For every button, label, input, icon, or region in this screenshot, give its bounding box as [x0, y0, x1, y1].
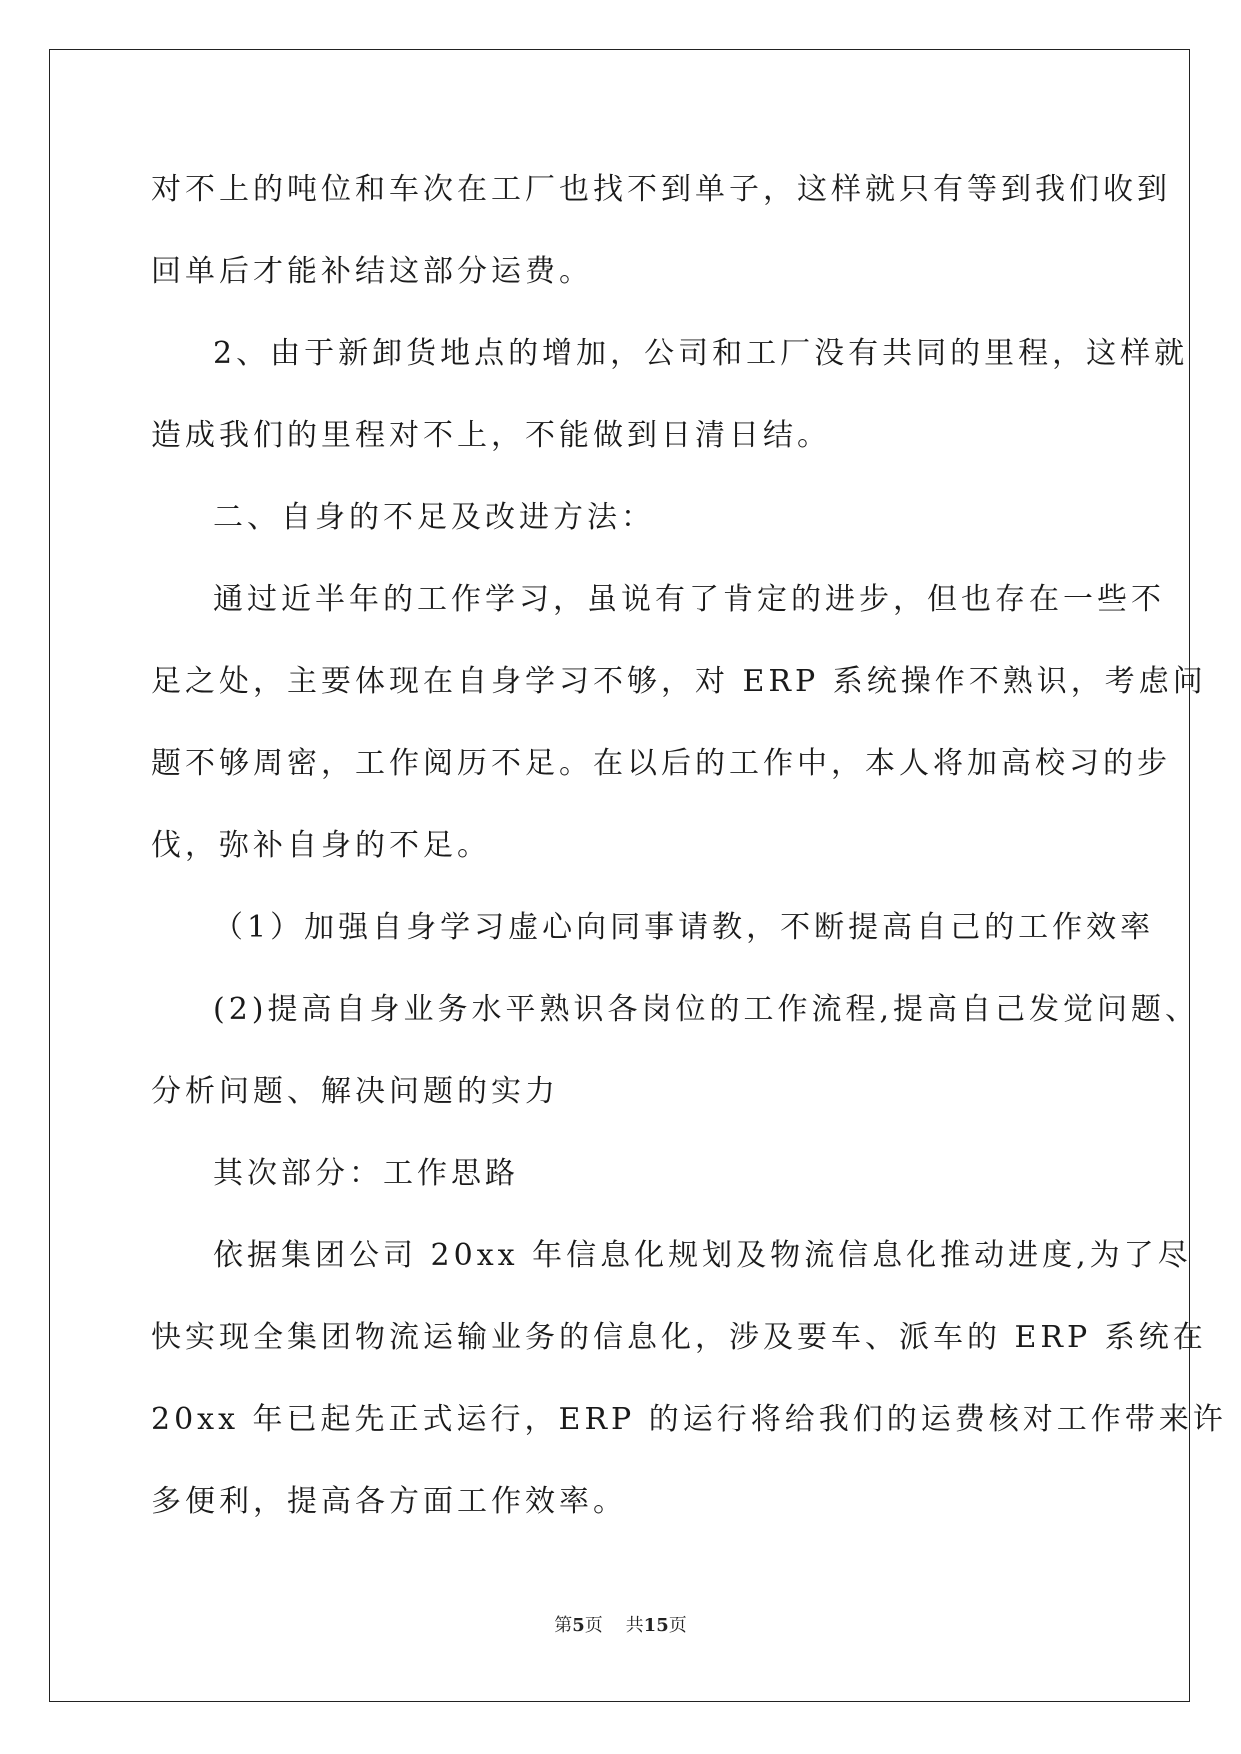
text-line: 对不上的吨位和车次在工厂也找不到单子，这样就只有等到我们收到	[151, 172, 1171, 207]
page-number: 5	[572, 1615, 585, 1636]
total-suffix: 页	[668, 1615, 687, 1636]
page-prefix: 第	[554, 1615, 573, 1636]
text-line: 多便利，提高各方面工作效率。	[151, 1484, 627, 1519]
text-line: 20xx 年已起先正式运行，ERP 的运行将给我们的运费核对工作带来许	[151, 1402, 1227, 1437]
text-line: 题不够周密，工作阅历不足。在以后的工作中，本人将加高校习的步	[151, 746, 1171, 781]
text-line: (2)提高自身业务水平熟识各岗位的工作流程,提高自己发觉问题、	[213, 992, 1200, 1027]
text-line: 足之处，主要体现在自身学习不够，对 ERP 系统操作不熟识，考虑问	[151, 664, 1207, 699]
text-line: 快实现全集团物流运输业务的信息化，涉及要车、派车的 ERP 系统在	[151, 1320, 1207, 1355]
total-prefix: 共	[625, 1615, 644, 1636]
text-line: （1）加强自身学习虚心向同事请教，不断提高自己的工作效率	[213, 910, 1155, 945]
page-border	[49, 49, 1190, 1702]
section-heading: 二、自身的不足及改进方法：	[213, 500, 655, 535]
text-line: 回单后才能补结这部分运费。	[151, 254, 593, 289]
text-line: 造成我们的里程对不上，不能做到日清日结。	[151, 418, 831, 453]
text-line: 2、由于新卸货地点的增加，公司和工厂没有共同的里程，这样就	[213, 336, 1189, 371]
text-line: 通过近半年的工作学习，虽说有了肯定的进步，但也存在一些不	[213, 582, 1165, 617]
text-line: 分析问题、解决问题的实力	[151, 1074, 559, 1109]
page-footer	[0, 1614, 1241, 1638]
section-heading: 其次部分：工作思路	[213, 1156, 519, 1191]
page-suffix: 页	[584, 1615, 603, 1636]
text-line: 伐，弥补自身的不足。	[151, 828, 491, 863]
text-line: 依据集团公司 20xx 年信息化规划及物流信息化推动进度,为了尽	[213, 1238, 1192, 1273]
total-pages: 15	[643, 1615, 669, 1636]
